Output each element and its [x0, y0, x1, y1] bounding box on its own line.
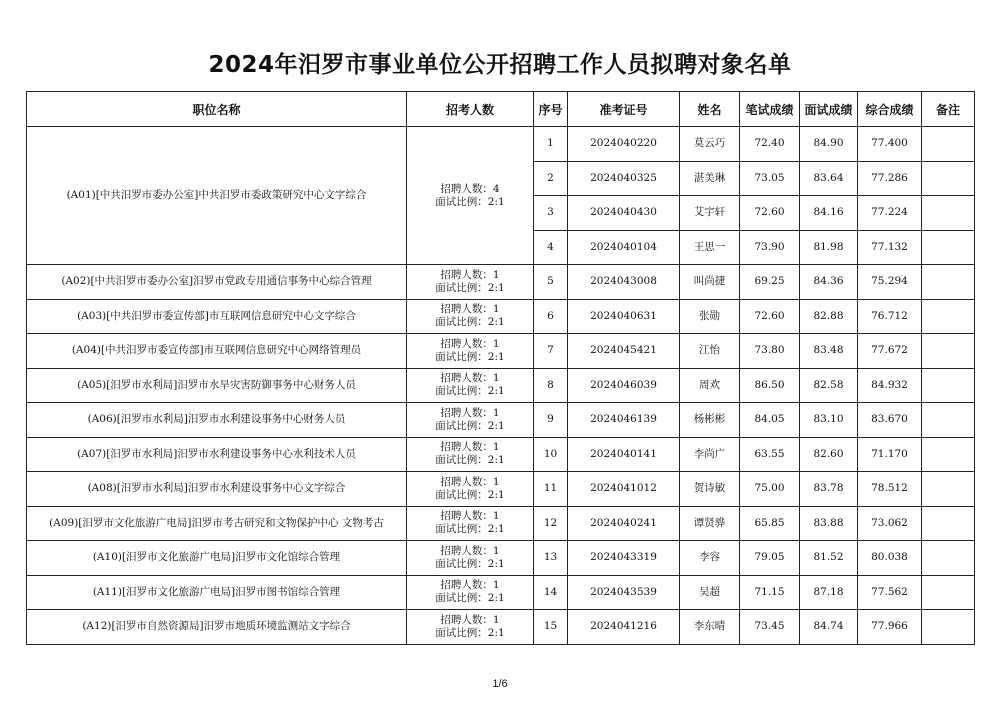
written-cell: 75.00	[740, 472, 800, 507]
recruit-cell	[407, 541, 534, 576]
header-interview: 面试成绩	[800, 92, 858, 127]
remark-cell	[922, 265, 975, 300]
interview-ratio: 面试比例：2:1	[435, 626, 505, 639]
interview-ratio: 面试比例：2:1	[435, 385, 505, 398]
table-row	[27, 403, 975, 438]
header-seq: 序号	[534, 92, 568, 127]
recruit-cell	[407, 610, 534, 645]
position-cell: (A07)[汨罗市水利局]汨罗市水利建设事务中心水利技术人员	[27, 437, 407, 472]
remark-cell	[922, 541, 975, 576]
remark-cell	[922, 368, 975, 403]
interview-cell: 83.78	[800, 472, 858, 507]
table-row	[27, 472, 975, 507]
recruit-count: 招聘人数：1	[440, 268, 500, 281]
interview-ratio: 面试比例：2:1	[435, 316, 505, 329]
name-cell: 江怡	[680, 334, 740, 369]
recruit-count: 招聘人数：1	[440, 475, 500, 488]
seq-cell: 8	[534, 368, 568, 403]
table-row	[27, 127, 975, 162]
interview-ratio: 面试比例：2:1	[435, 419, 505, 432]
recruit-count: 招聘人数：1	[440, 372, 500, 385]
ticket-cell: 2024045421	[568, 334, 680, 369]
header-recruit: 招考人数	[407, 92, 534, 127]
recruit-cell	[407, 437, 534, 472]
candidates-table	[26, 91, 975, 645]
position-cell: (A08)[汨罗市水利局]汨罗市水利建设事务中心文字综合	[27, 472, 407, 507]
name-cell: 李东晴	[680, 610, 740, 645]
remark-cell	[922, 161, 975, 196]
seq-cell: 11	[534, 472, 568, 507]
total-cell: 75.294	[858, 265, 922, 300]
position-cell: (A11)[汨罗市文化旅游广电局]汨罗市图书馆综合管理	[27, 575, 407, 610]
position-cell: (A12)[汨罗市自然资源局]汨罗市地质环境监测站文字综合	[27, 610, 407, 645]
interview-ratio: 面试比例：2:1	[435, 454, 505, 467]
remark-cell	[922, 230, 975, 265]
seq-cell: 4	[534, 230, 568, 265]
interview-cell: 87.18	[800, 575, 858, 610]
position-cell: (A09)[汨罗市文化旅游广电局]汨罗市考古研究和文物保护中心 文物考古	[27, 506, 407, 541]
ticket-cell: 2024040325	[568, 161, 680, 196]
seq-cell: 5	[534, 265, 568, 300]
seq-cell: 3	[534, 196, 568, 231]
recruit-cell	[407, 368, 534, 403]
recruit-cell	[407, 127, 534, 265]
position-cell: (A01)[中共汨罗市委办公室]中共汨罗市委政策研究中心文字综合	[27, 127, 407, 265]
name-cell: 吴超	[680, 575, 740, 610]
table-row	[27, 506, 975, 541]
written-cell: 73.80	[740, 334, 800, 369]
name-cell: 叫尚捷	[680, 265, 740, 300]
written-cell: 72.60	[740, 299, 800, 334]
ticket-cell: 2024043539	[568, 575, 680, 610]
name-cell: 谭贤骅	[680, 506, 740, 541]
name-cell: 李容	[680, 541, 740, 576]
recruit-cell	[407, 265, 534, 300]
interview-cell: 82.58	[800, 368, 858, 403]
ticket-cell: 2024043319	[568, 541, 680, 576]
written-cell: 86.50	[740, 368, 800, 403]
recruit-count: 招聘人数：1	[440, 441, 500, 454]
name-cell: 湛美琳	[680, 161, 740, 196]
recruit-cell	[407, 334, 534, 369]
total-cell: 84.932	[858, 368, 922, 403]
header-name: 姓名	[680, 92, 740, 127]
total-cell: 77.562	[858, 575, 922, 610]
name-cell: 王思一	[680, 230, 740, 265]
seq-cell: 14	[534, 575, 568, 610]
remark-cell	[922, 127, 975, 162]
remark-cell	[922, 610, 975, 645]
written-cell: 69.25	[740, 265, 800, 300]
ticket-cell: 2024040141	[568, 437, 680, 472]
total-cell: 77.400	[858, 127, 922, 162]
total-cell: 77.286	[858, 161, 922, 196]
name-cell: 李尚广	[680, 437, 740, 472]
recruit-count: 招聘人数：1	[440, 613, 500, 626]
written-cell: 84.05	[740, 403, 800, 438]
ticket-cell: 2024040104	[568, 230, 680, 265]
ticket-cell: 2024046139	[568, 403, 680, 438]
recruit-cell	[407, 575, 534, 610]
interview-cell: 84.16	[800, 196, 858, 231]
total-cell: 77.224	[858, 196, 922, 231]
interview-ratio: 面试比例：2:1	[435, 523, 505, 536]
seq-cell: 7	[534, 334, 568, 369]
recruit-cell	[407, 506, 534, 541]
remark-cell	[922, 334, 975, 369]
total-cell: 77.132	[858, 230, 922, 265]
written-cell: 73.05	[740, 161, 800, 196]
recruit-cell	[407, 299, 534, 334]
written-cell: 65.85	[740, 506, 800, 541]
interview-cell: 81.52	[800, 541, 858, 576]
table-header-row	[27, 92, 975, 127]
interview-cell: 83.64	[800, 161, 858, 196]
interview-ratio: 面试比例：2:1	[435, 195, 505, 208]
interview-cell: 84.36	[800, 265, 858, 300]
remark-cell	[922, 506, 975, 541]
ticket-cell: 2024046039	[568, 368, 680, 403]
interview-cell: 83.10	[800, 403, 858, 438]
name-cell: 张勋	[680, 299, 740, 334]
name-cell: 莫云巧	[680, 127, 740, 162]
ticket-cell: 2024040430	[568, 196, 680, 231]
header-ticket: 准考证号	[568, 92, 680, 127]
name-cell: 贺诗敏	[680, 472, 740, 507]
table-row	[27, 265, 975, 300]
interview-cell: 82.88	[800, 299, 858, 334]
page-number: 1/6	[492, 678, 508, 690]
interview-ratio: 面试比例：2:1	[435, 557, 505, 570]
header-remark: 备注	[922, 92, 975, 127]
header-total: 综合成绩	[858, 92, 922, 127]
ticket-cell: 2024040631	[568, 299, 680, 334]
written-cell: 71.15	[740, 575, 800, 610]
seq-cell: 10	[534, 437, 568, 472]
written-cell: 79.05	[740, 541, 800, 576]
table-row	[27, 334, 975, 369]
seq-cell: 6	[534, 299, 568, 334]
position-cell: (A10)[汨罗市文化旅游广电局]汨罗市文化馆综合管理	[27, 541, 407, 576]
total-cell: 76.712	[858, 299, 922, 334]
seq-cell: 13	[534, 541, 568, 576]
interview-cell: 83.88	[800, 506, 858, 541]
recruit-count: 招聘人数：1	[440, 406, 500, 419]
interview-cell: 84.74	[800, 610, 858, 645]
interview-cell: 84.90	[800, 127, 858, 162]
seq-cell: 12	[534, 506, 568, 541]
position-cell: (A03)[中共汨罗市委宣传部]市互联网信息研究中心文字综合	[27, 299, 407, 334]
table-body	[27, 127, 975, 645]
ticket-cell: 2024040241	[568, 506, 680, 541]
interview-ratio: 面试比例：2:1	[435, 488, 505, 501]
total-cell: 73.062	[858, 506, 922, 541]
header-position: 职位名称	[27, 92, 407, 127]
total-cell: 77.672	[858, 334, 922, 369]
table-row	[27, 541, 975, 576]
recruit-count: 招聘人数：1	[440, 303, 500, 316]
interview-cell: 83.48	[800, 334, 858, 369]
ticket-cell: 2024041012	[568, 472, 680, 507]
document-title: 2024年汨罗市事业单位公开招聘工作人员拟聘对象名单	[208, 52, 792, 78]
ticket-cell: 2024040220	[568, 127, 680, 162]
recruit-count: 招聘人数：1	[440, 579, 500, 592]
position-cell: (A02)[中共汨罗市委办公室]汨罗市党政专用通信事务中心综合管理	[27, 265, 407, 300]
ticket-cell: 2024041216	[568, 610, 680, 645]
recruit-count: 招聘人数：1	[440, 510, 500, 523]
remark-cell	[922, 403, 975, 438]
remark-cell	[922, 196, 975, 231]
total-cell: 71.170	[858, 437, 922, 472]
total-cell: 83.670	[858, 403, 922, 438]
total-cell: 78.512	[858, 472, 922, 507]
recruit-cell	[407, 403, 534, 438]
interview-cell: 82.60	[800, 437, 858, 472]
table-row	[27, 610, 975, 645]
name-cell: 周欢	[680, 368, 740, 403]
interview-ratio: 面试比例：2:1	[435, 281, 505, 294]
written-cell: 72.60	[740, 196, 800, 231]
interview-cell: 81.98	[800, 230, 858, 265]
written-cell: 72.40	[740, 127, 800, 162]
remark-cell	[922, 472, 975, 507]
table-row	[27, 299, 975, 334]
interview-ratio: 面试比例：2:1	[435, 592, 505, 605]
seq-cell: 2	[534, 161, 568, 196]
interview-ratio: 面试比例：2:1	[435, 350, 505, 363]
seq-cell: 9	[534, 403, 568, 438]
total-cell: 80.038	[858, 541, 922, 576]
recruit-cell	[407, 472, 534, 507]
written-cell: 63.55	[740, 437, 800, 472]
total-cell: 77.966	[858, 610, 922, 645]
name-cell: 艾宇轩	[680, 196, 740, 231]
ticket-cell: 2024043008	[568, 265, 680, 300]
recruit-count: 招聘人数：1	[440, 544, 500, 557]
table-row	[27, 575, 975, 610]
header-written: 笔试成绩	[740, 92, 800, 127]
recruit-count: 招聘人数：4	[440, 182, 500, 195]
recruit-count: 招聘人数：1	[440, 337, 500, 350]
position-cell: (A04)[中共汨罗市委宣传部]市互联网信息研究中心网络管理员	[27, 334, 407, 369]
seq-cell: 15	[534, 610, 568, 645]
written-cell: 73.90	[740, 230, 800, 265]
table-row	[27, 368, 975, 403]
remark-cell	[922, 299, 975, 334]
written-cell: 73.45	[740, 610, 800, 645]
name-cell: 杨彬彬	[680, 403, 740, 438]
table-row	[27, 437, 975, 472]
remark-cell	[922, 575, 975, 610]
position-cell: (A05)[汨罗市水利局]汨罗市水旱灾害防御事务中心财务人员	[27, 368, 407, 403]
position-cell: (A06)[汨罗市水利局]汨罗市水利建设事务中心财务人员	[27, 403, 407, 438]
seq-cell: 1	[534, 127, 568, 162]
remark-cell	[922, 437, 975, 472]
